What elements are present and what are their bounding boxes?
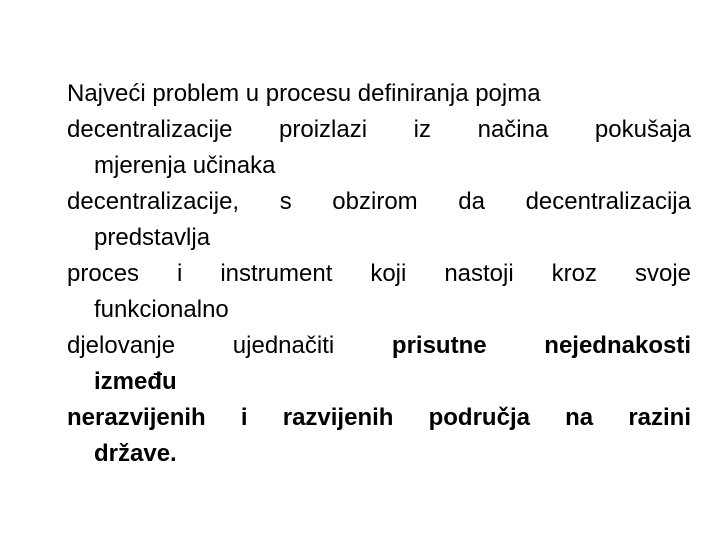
text-line-6: proces i instrument koji nastoji kroz svoje <box>67 260 691 287</box>
text-line-7: funkcionalno <box>94 296 229 323</box>
text-line-1: Najveći problem u procesu definiranja pojma <box>67 80 541 107</box>
text-line-9: između <box>94 368 177 395</box>
text-line-5: predstavlja <box>94 224 211 251</box>
text-line-11: države. <box>94 440 177 467</box>
text-line-8 <box>67 328 691 364</box>
text-line-8-regular: djelovanje ujednačiti <box>67 332 392 359</box>
text-line-10: nerazvijenih i razvijenih područja na razini <box>67 404 691 431</box>
text-line-2: decentralizacije proizlazi iz načina pokušaja <box>67 116 691 143</box>
slide-text <box>67 76 691 472</box>
text-line-4: decentralizacije, s obzirom da decentralizacija <box>67 188 691 215</box>
text-line-3: mjerenja učinaka <box>94 152 276 179</box>
text-line-8-bold: prisutne nejednakosti <box>391 332 691 359</box>
